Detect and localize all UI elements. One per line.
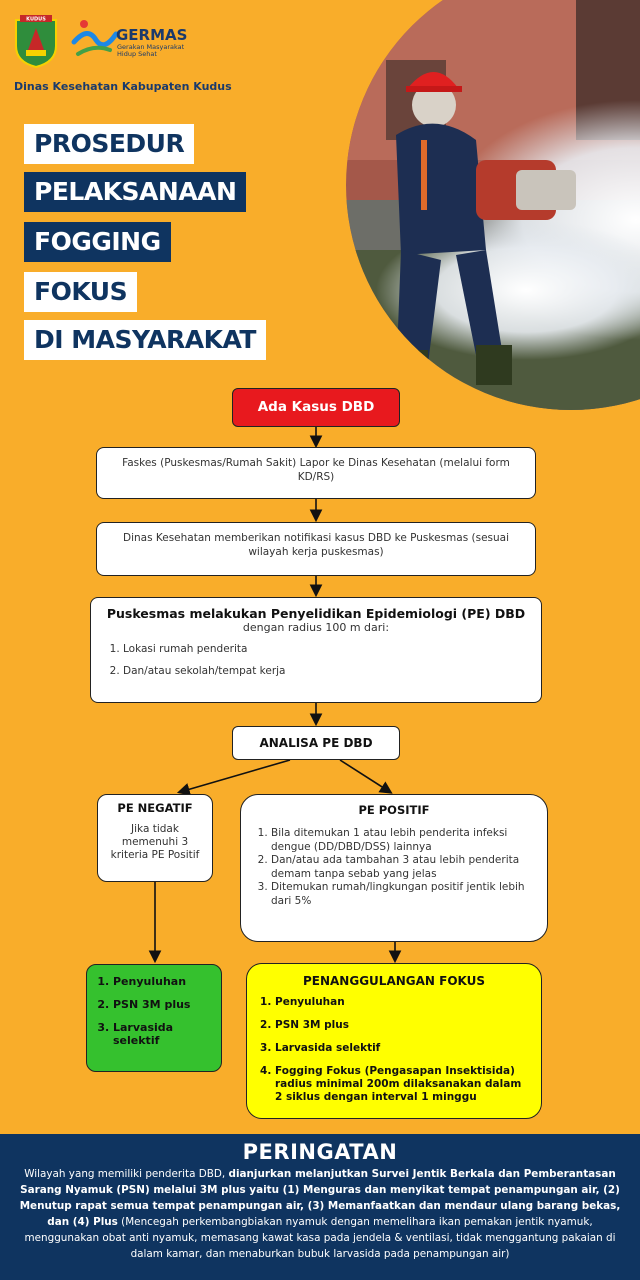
pe-positif-item: 2. Dan/atau ada tambahan 3 atau lebih penderita demam tanpa sebab yang jelas bbox=[271, 854, 535, 881]
dinas-label: Dinas Kesehatan Kabupaten Kudus bbox=[14, 80, 232, 93]
pe-negatif-title: PE NEGATIF bbox=[117, 801, 193, 815]
penanggulangan-item: 3. Larvasida selektif bbox=[275, 1042, 531, 1055]
title-line-5: DI MASYARAKAT bbox=[24, 320, 266, 360]
penanggulangan-item: 1. Penyuluhan bbox=[275, 996, 531, 1009]
penanggulangan-fokus-box bbox=[246, 963, 542, 1119]
peringatan-panel bbox=[0, 1134, 640, 1280]
pe-list bbox=[101, 642, 531, 678]
peringatan-text-part1: Wilayah yang memiliki penderita DBD, bbox=[24, 1168, 229, 1180]
pe-negatif-text: Jika tidak memenuhi 3 kriteria PE Positif bbox=[110, 823, 200, 861]
germas-subtitle-line2: Hidup Sehat bbox=[117, 50, 157, 58]
pe-box bbox=[90, 597, 542, 703]
germas-title: GERMAS bbox=[116, 26, 188, 44]
penanggulangan-list bbox=[257, 996, 531, 1104]
penanggulangan-item: 4. Fogging Fokus (Pengasapan Insektisida) radius minimal 200m dilaksanakan dalam 2 siklus dengan interval 1 minggu bbox=[275, 1065, 531, 1104]
title-line-2: PELAKSANAAN bbox=[24, 172, 246, 212]
analisa-box: ANALISA PE DBD bbox=[232, 726, 400, 760]
pe-negatif-box bbox=[97, 794, 213, 882]
kudus-logo-text: KUDUS bbox=[26, 16, 46, 23]
pe-subtitle: dengan radius 100 m dari: bbox=[242, 621, 390, 634]
peringatan-text bbox=[0, 1166, 640, 1262]
penanggulangan-title: PENANGGULANGAN FOKUS bbox=[302, 974, 485, 988]
penanggulangan-item: 2. PSN 3M plus bbox=[275, 1019, 531, 1032]
title-line-1: PROSEDUR bbox=[24, 124, 194, 164]
negatif-action-item: 2. PSN 3M plus bbox=[113, 998, 213, 1011]
pe-positif-list bbox=[253, 827, 535, 908]
step-notifikasi-box: Dinas Kesehatan memberikan notifikasi kasus DBD ke Puskesmas (sesuai wilayah kerja puskesmas) bbox=[96, 522, 536, 576]
title-line-4: FOKUS bbox=[24, 272, 137, 312]
pe-item: 1. Lokasi rumah penderita bbox=[123, 642, 531, 656]
negatif-actions-box bbox=[86, 964, 222, 1072]
peringatan-text-part3: (Mencegah perkembangbiakan nyamuk dengan memelihara ikan pemakan jentik nyamuk, menggunakan obat anti nyamuk, memasang kawat kasa pada jendela & ventilasi, tidak menggantung pakaian di dalam kamar, dan menaburkan bubuk larvasida pada penampungan air) bbox=[24, 1216, 616, 1260]
peringatan-text-bold: dianjurkan melanjutkan Survei Jentik Berkala dan Pemberantasan Sarang Nyamuk (PSN) melalui 3M plus yaitu (1) Menguras dan menyikat tempat penampungan air, (2) Menutup rapat semua tempat penampungan air, (3) Memanfaatkan dan mendaur ulang barang bekas, dan (4) Plus bbox=[19, 1168, 621, 1228]
pe-title: Puskesmas melakukan Penyelidikan Epidemiologi (PE) DBD bbox=[106, 606, 526, 621]
title-line-3: FOGGING bbox=[24, 222, 171, 262]
negatif-action-item: 1. Penyuluhan bbox=[113, 975, 213, 988]
pe-positif-box bbox=[240, 794, 548, 942]
arrow-analisa-to-positif bbox=[340, 760, 390, 792]
pe-positif-item: 1. Bila ditemukan 1 atau lebih penderita infeksi dengue (DD/DBD/DSS) lainnya bbox=[271, 827, 535, 854]
germas-subtitle-line1: Gerakan Masyarakat bbox=[117, 43, 185, 51]
pe-positif-title: PE POSITIF bbox=[358, 803, 430, 817]
step-lapor-box: Faskes (Puskesmas/Rumah Sakit) Lapor ke Dinas Kesehatan (melalui form KD/RS) bbox=[96, 447, 536, 499]
negatif-action-item: 3. Larvasida selektif bbox=[113, 1021, 213, 1047]
pe-positif-item: 3. Ditemukan rumah/lingkungan positif jentik lebih dari 5% bbox=[271, 881, 535, 908]
arrow-analisa-to-negatif bbox=[180, 760, 290, 792]
negatif-actions-list bbox=[95, 975, 213, 1047]
pe-item: 2. Dan/atau sekolah/tempat kerja bbox=[123, 664, 531, 678]
peringatan-title: PERINGATAN bbox=[242, 1140, 398, 1164]
start-box-ada-kasus: Ada Kasus DBD bbox=[232, 388, 400, 427]
